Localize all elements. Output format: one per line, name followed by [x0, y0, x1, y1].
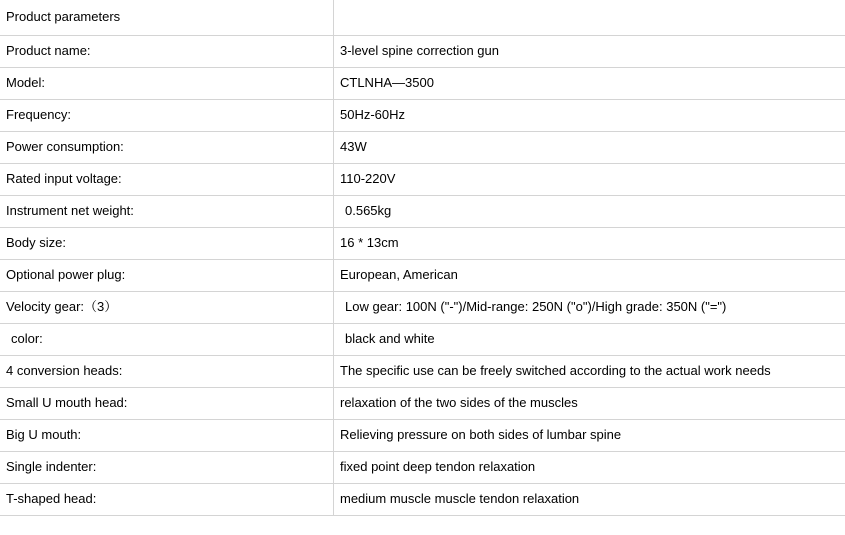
param-label: Model:	[0, 67, 334, 99]
param-value: 110-220V	[334, 163, 845, 195]
table-row	[0, 451, 845, 483]
param-value: 50Hz-60Hz	[334, 99, 845, 131]
param-label: Small U mouth head:	[0, 387, 334, 419]
param-label: color:	[0, 323, 334, 355]
param-value: fixed point deep tendon relaxation	[334, 451, 845, 483]
param-value: 3-level spine correction gun	[334, 35, 845, 67]
param-value: The specific use can be freely switched according to the actual work needs	[334, 355, 845, 387]
table-header-row	[0, 0, 845, 35]
param-value: Relieving pressure on both sides of lumbar spine	[334, 419, 845, 451]
table-row	[0, 163, 845, 195]
table-row	[0, 419, 845, 451]
param-label: Optional power plug:	[0, 259, 334, 291]
param-value: CTLNHA—3500	[334, 67, 845, 99]
param-label: Velocity gear:（3）	[0, 291, 334, 323]
param-value: medium muscle muscle tendon relaxation	[334, 483, 845, 515]
table-row	[0, 131, 845, 163]
param-label: 4 conversion heads:	[0, 355, 334, 387]
param-label: Frequency:	[0, 99, 334, 131]
param-value: Low gear: 100N ("-")/Mid-range: 250N ("o")/High grade: 350N ("=")	[334, 291, 845, 323]
param-label: Big U mouth:	[0, 419, 334, 451]
table-row	[0, 227, 845, 259]
param-value: 16 * 13cm	[334, 227, 845, 259]
param-label: Product name:	[0, 35, 334, 67]
table-row	[0, 99, 845, 131]
param-label: Body size:	[0, 227, 334, 259]
table-row	[0, 67, 845, 99]
param-label: Instrument net weight:	[0, 195, 334, 227]
table-row	[0, 291, 845, 323]
table-header-value	[334, 0, 845, 35]
table-row	[0, 195, 845, 227]
param-value: relaxation of the two sides of the muscles	[334, 387, 845, 419]
param-label: Single indenter:	[0, 451, 334, 483]
param-value: 43W	[334, 131, 845, 163]
param-label: Power consumption:	[0, 131, 334, 163]
param-value: European, American	[334, 259, 845, 291]
table-row	[0, 355, 845, 387]
table-header-label: Product parameters	[0, 0, 334, 35]
param-label: Rated input voltage:	[0, 163, 334, 195]
param-value: black and white	[334, 323, 845, 355]
table-row	[0, 387, 845, 419]
table-row	[0, 259, 845, 291]
param-value: 0.565kg	[334, 195, 845, 227]
table-row	[0, 323, 845, 355]
table-row	[0, 35, 845, 67]
param-label: T-shaped head:	[0, 483, 334, 515]
table-row	[0, 483, 845, 515]
